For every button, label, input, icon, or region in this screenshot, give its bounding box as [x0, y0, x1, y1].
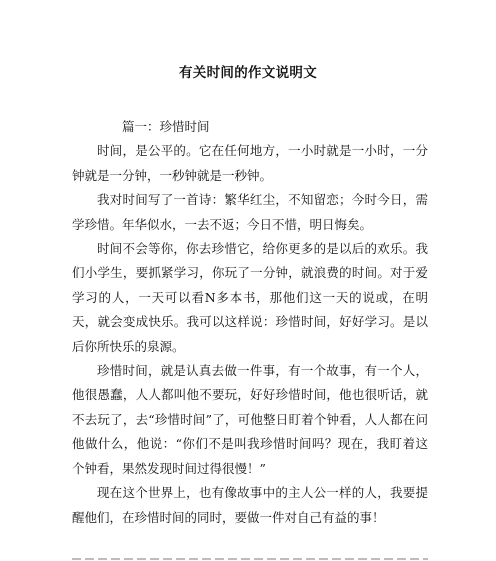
paragraph: 时间，是公平的。它在任何地方，一小时就是一小时，一分钟就是一分钟，一秒钟就是一秒钟。 — [72, 143, 428, 183]
cut-off-text-line — [72, 556, 428, 561]
paragraph: 我对时间写了一首诗：繁华红尘，不知留恋；今时今日，需学珍惜。年华似水，一去不返；今日不惜，明日悔矣。 — [72, 192, 428, 232]
document-title: 有关时间的作文说明文 — [179, 65, 317, 81]
paragraph: 时间不会等你，你去珍惜它，给你更多的是以后的欢乐。我们小学生，要抓紧学习，你玩了一分钟，就浪费的时间。对于爱学习的人，一天可以看N多本书，那他们这一天的说或，在明天，就会变成快乐。我可以这样说：珍惜时间，好好学习。是以后你所快乐的泉源。 — [72, 241, 428, 354]
paragraph: 珍惜时间，就是认真去做一件事，有一个故事，有一个人，他很愚蠢，人人都叫他不要玩，好好珍惜时间，他也很听话，就不去玩了，去“珍惜时间”了，可他整日盯着个钟看，人人都在问他做什么，他说：“你们不是叫我珍惜时间吗？现在，我盯着这个钟看，果然发现时间过得很慢！” — [72, 363, 428, 476]
paragraph: 现在这个世界上，也有像故事中的主人公一样的人，我要提醒他们，在珍惜时间的同时，要做一件对自己有益的事！ — [72, 485, 428, 525]
section-heading: 篇一：珍惜时间 — [122, 119, 210, 134]
document-body — [72, 115, 428, 530]
